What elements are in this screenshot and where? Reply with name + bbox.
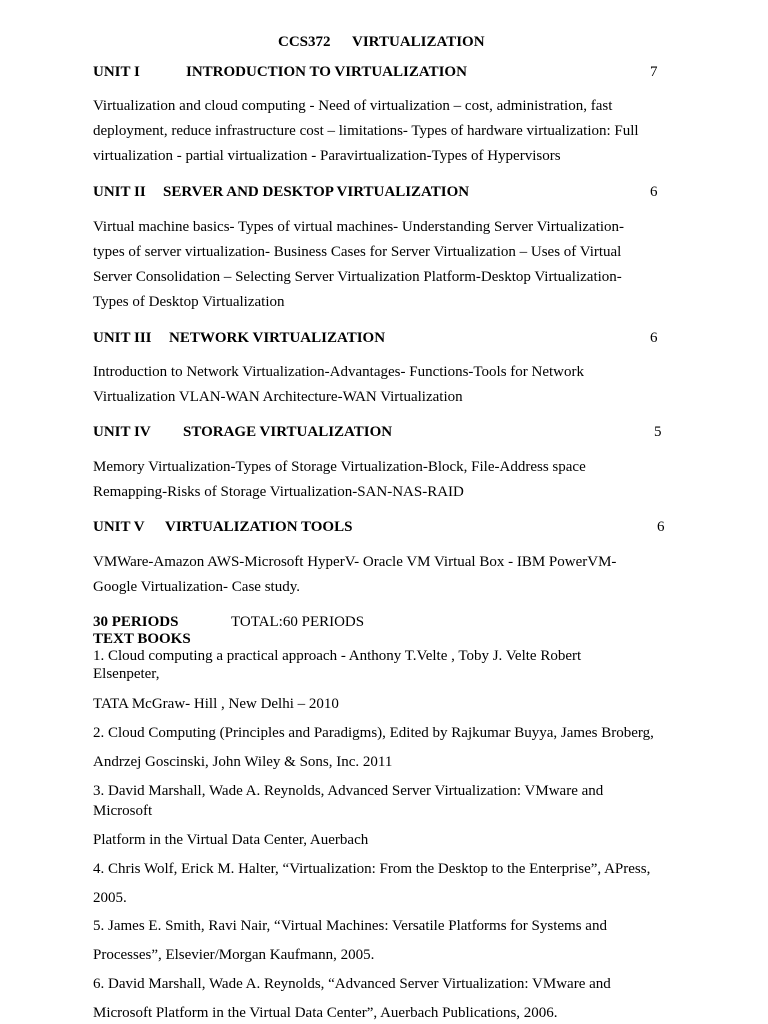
description-line: Virtualization VLAN-WAN Architecture-WAN Virtualization: [93, 389, 463, 405]
course-title: [278, 34, 485, 51]
reference-line: 4. Chris Wolf, Erick M. Halter, “Virtualization: From the Desktop to the Enterprise”, APress,: [93, 861, 651, 877]
reference-line: Microsoft Platform in the Virtual Data Center”, Auerbach Publications, 2006.: [93, 1005, 558, 1021]
description-line: Virtual machine basics- Types of virtual machines- Understanding Server Virtualization-: [93, 219, 625, 235]
unit-hours: 6: [657, 519, 665, 535]
unit-hours: 5: [654, 424, 662, 440]
reference-line: 5. James E. Smith, Ravi Nair, “Virtual Machines: Versatile Platforms for Systems and: [93, 918, 607, 934]
reference-line: 2. Cloud Computing (Principles and Paradigms), Edited by Rajkumar Buyya, James Broberg,: [93, 725, 654, 741]
periods-label: 30 PERIODS: [93, 614, 179, 630]
unit-heading: [93, 184, 693, 202]
reference-line: Andrzej Goscinski, John Wiley & Sons, Inc. 2011: [93, 754, 393, 770]
reference-line: Elsenpeter,: [93, 666, 160, 682]
unit-name: INTRODUCTION TO VIRTUALIZATION: [186, 64, 467, 80]
unit-heading: [93, 330, 693, 348]
course-code: CCS372: [278, 34, 331, 50]
course-name: VIRTUALIZATION: [352, 34, 485, 50]
description-line: Server Consolidation – Selecting Server Virtualization Platform-Desktop Virtualization-: [93, 269, 622, 285]
unit-hours: 6: [650, 184, 658, 200]
unit-name: STORAGE VIRTUALIZATION: [183, 424, 393, 440]
description-line: Memory Virtualization-Types of Storage Virtualization-Block, File-Address space: [93, 459, 586, 475]
description-line: VMWare-Amazon AWS-Microsoft HyperV- Oracle VM Virtual Box - IBM PowerVM-: [93, 554, 617, 570]
description-line: Remapping-Risks of Storage Virtualization-SAN-NAS-RAID: [93, 484, 464, 500]
reference-line: 6. David Marshall, Wade A. Reynolds, “Advanced Server Virtualization: VMware and: [93, 976, 611, 992]
reference-line: 3. David Marshall, Wade A. Reynolds, Advanced Server Virtualization: VMware and: [93, 783, 604, 799]
reference-line: 2005.: [93, 890, 127, 906]
description-line: Introduction to Network Virtualization-Advantages- Functions-Tools for Network: [93, 364, 585, 380]
description-line: deployment, reduce infrastructure cost – limitations- Types of hardware virtualization: Full: [93, 123, 639, 139]
unit-number: UNIT III: [93, 330, 152, 346]
reference-line: 1. Cloud computing a practical approach - Anthony T.Velte , Toby J. Velte Robert: [93, 648, 582, 664]
reference-line: TATA McGraw- Hill , New Delhi – 2010: [93, 696, 339, 712]
total-periods-label: TOTAL:60 PERIODS: [231, 614, 365, 630]
unit-number: UNIT V: [93, 519, 145, 535]
unit-number: UNIT II: [93, 184, 146, 200]
textbooks-heading: TEXT BOOKS: [93, 631, 191, 647]
description-line: Google Virtualization- Case study.: [93, 579, 300, 595]
unit-name: VIRTUALIZATION TOOLS: [165, 519, 353, 535]
reference-line: Microsoft: [93, 803, 153, 819]
description-line: Virtualization and cloud computing - Need of virtualization – cost, administration, fast: [93, 98, 613, 114]
unit-name: SERVER AND DESKTOP VIRTUALIZATION: [163, 184, 470, 200]
unit-heading: [93, 519, 693, 537]
description-line: virtualization - partial virtualization - Paravirtualization-Types of Hypervisors: [93, 148, 561, 164]
unit-hours: 6: [650, 330, 658, 346]
unit-name: NETWORK VIRTUALIZATION: [169, 330, 386, 346]
unit-heading: [93, 64, 693, 82]
unit-number: UNIT I: [93, 64, 140, 80]
description-line: types of server virtualization- Business Cases for Server Virtualization – Uses of Virtual: [93, 244, 622, 260]
unit-number: UNIT IV: [93, 424, 151, 440]
reference-line: Platform in the Virtual Data Center, Auerbach: [93, 832, 369, 848]
unit-heading: [93, 424, 693, 442]
description-line: Types of Desktop Virtualization: [93, 294, 285, 310]
reference-line: Processes”, Elsevier/Morgan Kaufmann, 2005.: [93, 947, 375, 963]
unit-hours: 7: [650, 64, 658, 80]
